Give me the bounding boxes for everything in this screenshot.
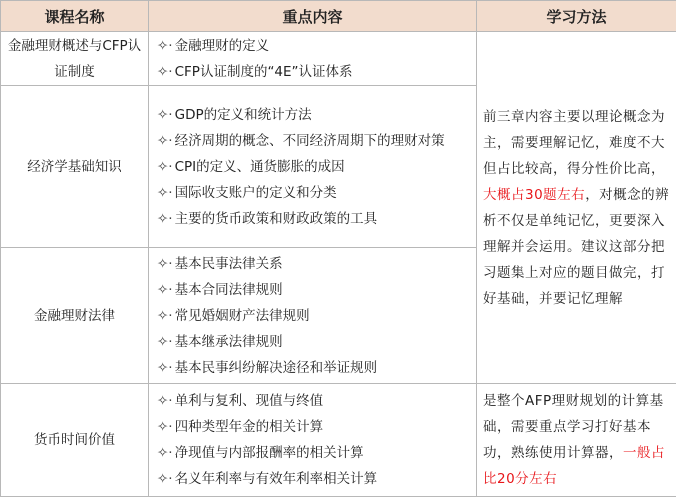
star-bullet-icon: ✧·	[157, 334, 173, 350]
point-item: ✧· 四种类型年金的相关计算	[157, 414, 472, 440]
point-item: ✧· 基本合同法律规则	[157, 277, 472, 303]
star-bullet-icon: ✧·	[157, 445, 173, 461]
point-item: ✧· 净现值与内部报酬率的相关计算	[157, 440, 472, 466]
table-row	[1, 32, 676, 86]
point-item: ✧· CPI的定义、通货膨胀的成因	[157, 154, 472, 180]
star-bullet-icon: ✧·	[157, 308, 173, 324]
point-item: ✧· 单利与复利、现值与终值	[157, 388, 472, 414]
point-item: ✧· 主要的货币政策和财政政策的工具	[157, 206, 472, 232]
key-points	[149, 248, 477, 384]
point-item: ✧· CFP认证制度的“4E”认证体系	[157, 59, 472, 85]
star-bullet-icon: ✧·	[157, 282, 173, 298]
point-item: ✧· 经济周期的概念、不同经济周期下的理财对策	[157, 128, 472, 154]
star-bullet-icon: ✧·	[157, 393, 173, 409]
point-item: ✧· GDP的定义和统计方法	[157, 102, 472, 128]
table-row	[1, 384, 676, 497]
key-points	[149, 86, 477, 248]
header-method: 学习方法	[477, 1, 676, 32]
header-points: 重点内容	[149, 1, 477, 32]
highlight-text: 一般占比20分左右	[483, 445, 665, 487]
star-bullet-icon: ✧·	[157, 360, 173, 376]
star-bullet-icon: ✧·	[157, 419, 173, 435]
study-method: 是整个AFP理财规划的计算基础，需要重点学习打好基本功，熟练使用计算器，一般占比20分左右	[477, 384, 676, 497]
star-bullet-icon: ✧·	[157, 159, 173, 175]
star-bullet-icon: ✧·	[157, 133, 173, 149]
star-bullet-icon: ✧·	[157, 211, 173, 227]
course-name: 金融理财概述与CFP认证制度	[1, 32, 149, 86]
study-method: 前三章内容主要以理论概念为主，需要理解记忆，难度不大但占比较高，得分性价比高，大概占30题左右，对概念的辨析不仅是单纯记忆，更要深入理解并会运用。建议这部分把习题集上对应的题目做完，打好基础，并要记忆理解	[477, 32, 676, 384]
point-item: ✧· 国际收支账户的定义和分类	[157, 180, 472, 206]
point-item: ✧· 基本民事纠纷解决途径和举证规则	[157, 355, 472, 381]
point-item: ✧· 基本继承法律规则	[157, 329, 472, 355]
point-item: ✧· 常见婚姻财产法律规则	[157, 303, 472, 329]
key-points	[149, 384, 477, 497]
point-item: ✧· 基本民事法律关系	[157, 251, 472, 277]
point-item: ✧· 名义年利率与有效年利率相关计算	[157, 466, 472, 492]
star-bullet-icon: ✧·	[157, 471, 173, 487]
point-item: ✧· 金融理财的定义	[157, 33, 472, 59]
star-bullet-icon: ✧·	[157, 64, 173, 80]
header-course: 课程名称	[1, 1, 149, 32]
star-bullet-icon: ✧·	[157, 107, 173, 123]
course-name: 货币时间价值	[1, 384, 149, 497]
highlight-text: 大概占30题左右	[483, 187, 585, 203]
star-bullet-icon: ✧·	[157, 185, 173, 201]
course-name: 经济学基础知识	[1, 86, 149, 248]
header-row	[1, 1, 676, 32]
key-points	[149, 32, 477, 86]
star-bullet-icon: ✧·	[157, 38, 173, 54]
star-bullet-icon: ✧·	[157, 256, 173, 272]
course-name: 金融理财法律	[1, 248, 149, 384]
